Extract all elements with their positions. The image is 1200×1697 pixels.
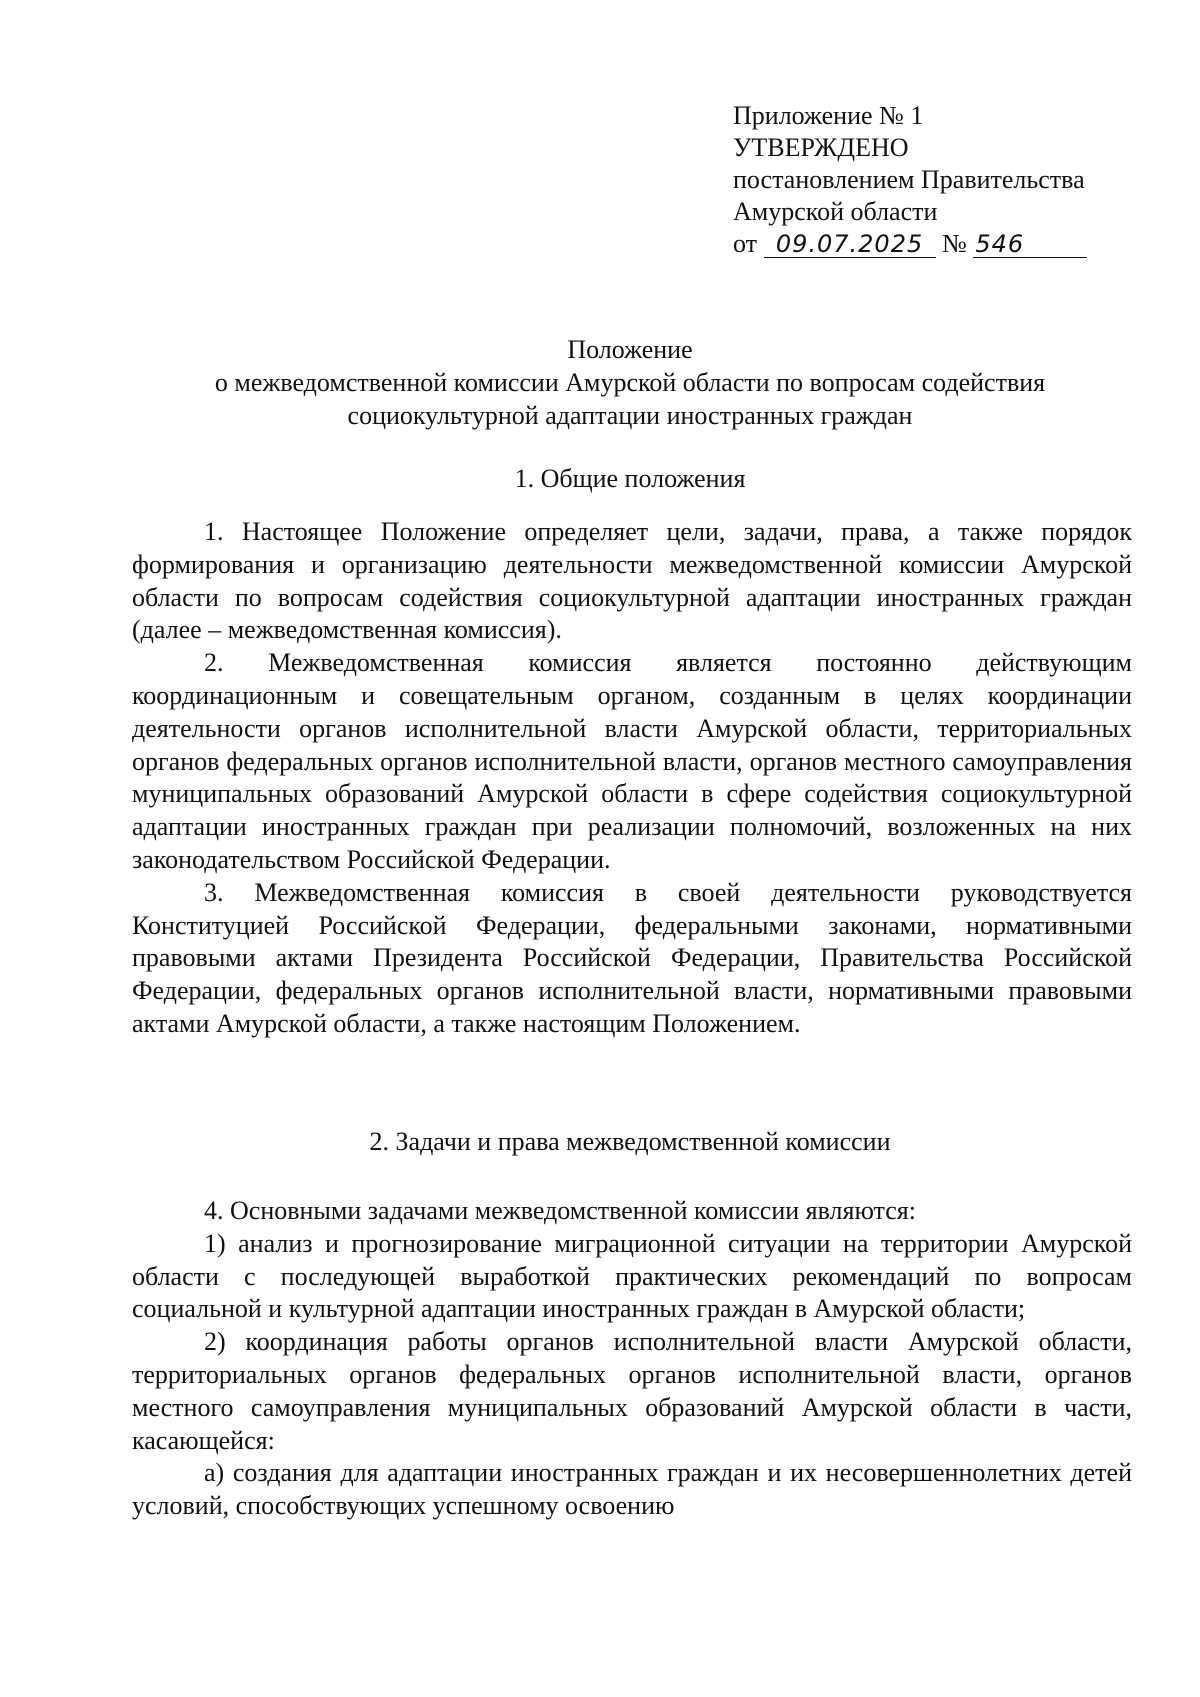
section-1-body xyxy=(132,516,1132,1041)
paragraph: 4. Основными задачами межведомственной комиссии являются: xyxy=(204,1196,916,1225)
date-prefix: от xyxy=(733,229,758,258)
section-1-heading: 1. Общие положения xyxy=(514,464,746,493)
title-line-3: социокультурной адаптации иностранных граждан xyxy=(347,401,913,430)
paragraph: 2) координация работы органов исполнительной власти Амурской области, территориальных органов федеральных органов исполнительной власти, органов местного самоуправления муниципальных образований Амурской области в части, касающейся: xyxy=(132,1327,1132,1455)
document-title xyxy=(130,333,1130,432)
handwritten-date: 09.07.2025 xyxy=(764,231,936,258)
number-prefix: № xyxy=(942,229,967,258)
paragraph: 1. Настоящее Положение определяет цели, задачи, права, а также порядок формирования и организацию деятельности межведомственной комиссии Амурской области по вопросам содействия социокультурной адаптации иностранных граждан (далее – межведомственная комиссия). xyxy=(132,517,1132,645)
date-number-line xyxy=(733,228,1173,260)
paragraph: 1) анализ и прогнозирование миграционной ситуации на территории Амурской области с последующей выработкой практических рекомендаций по вопросам социальной и культурной адаптации иностранных граждан в Амурской области; xyxy=(132,1228,1132,1324)
paragraph: 2. Межведомственная комиссия является постоянно действующим координационным и совещательным органом, созданным в целях координации деятельности органов исполнительной власти Амурской области, территориальных органов федеральных органов исполнительной власти, органов местного самоуправления муниципальных образований Амурской области в сфере содействия социокультурной адаптации иностранных граждан при реализации полномочий, возложенных на них законодательством Российской Федерации. xyxy=(132,648,1132,874)
approved-by-line: постановлением Правительства xyxy=(733,165,1085,194)
appendix-label: Приложение № 1 xyxy=(733,101,924,130)
title-line-1: Положение xyxy=(567,335,693,364)
handwritten-number: 546 xyxy=(973,231,1087,258)
approval-header xyxy=(733,100,1173,260)
region-line: Амурской области xyxy=(733,197,938,226)
paragraph: а) создания для адаптации иностранных граждан и их несовершеннолетних детей условий, способствующих успешному освоению xyxy=(132,1458,1132,1521)
section-2-heading: 2. Задачи и права межведомственной комиссии xyxy=(369,1127,891,1156)
approved-label: УТВЕРЖДЕНО xyxy=(733,133,909,162)
title-line-2: о межведомственной комиссии Амурской области по вопросам содействия xyxy=(214,368,1046,397)
paragraph: 3. Межведомственная комиссия в своей деятельности руководствуется Конституцией Российской Федерации, федеральными законами, нормативными правовыми актами Президента Российской Федерации, Правительства Российской Федерации, федеральных органов исполнительной власти, нормативными правовыми актами Амурской области, а также настоящим Положением. xyxy=(132,877,1132,1038)
section-2-body xyxy=(132,1195,1132,1523)
